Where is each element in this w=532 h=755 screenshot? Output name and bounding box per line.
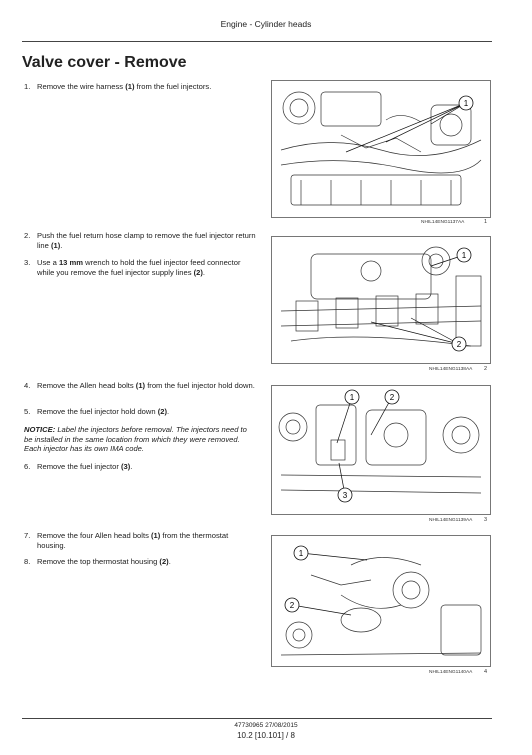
callout-1: 1 xyxy=(349,393,355,402)
callout-1: 1 xyxy=(298,549,304,558)
footer-page-number: 10.2 [10.101] / 8 xyxy=(237,731,295,740)
figure-code: NHIL14ENG1140AA xyxy=(429,670,473,675)
step-text: Use a 13 mm wrench to hold the fuel injector feed connector while you remove the fuel injector supply lines (2). xyxy=(37,258,241,277)
engine-illustration xyxy=(271,236,491,364)
step-8 xyxy=(24,557,256,567)
notice-text: NOTICE: Label the injectors before removal. The injectors need to be installed in the same location from which they were removed. Each injector has its own IMA code. xyxy=(24,425,247,454)
step-number: 1. xyxy=(24,82,31,91)
engine-illustration xyxy=(271,385,491,515)
footer-divider xyxy=(22,718,492,719)
step-text: Push the fuel return hose clamp to remove the fuel injector return line (1). xyxy=(37,231,256,250)
callout-1: 1 xyxy=(461,251,467,260)
step-text: Remove the fuel injector hold down (2). xyxy=(37,407,170,416)
step-text: Remove the wire harness (1) from the fuel injectors. xyxy=(37,82,212,91)
step-2 xyxy=(24,231,256,250)
step-5 xyxy=(24,407,256,417)
figure-2 xyxy=(271,236,491,376)
page-header: Engine - Cylinder heads xyxy=(220,19,312,29)
step-number: 7. xyxy=(24,531,31,540)
step-number: 5. xyxy=(24,407,31,416)
engine-illustration xyxy=(271,80,491,218)
figure-4 xyxy=(271,535,491,678)
figure-code: NHIL14ENG1137AA xyxy=(421,220,465,225)
step-number: 2. xyxy=(24,231,31,240)
callout-2: 2 xyxy=(289,601,295,610)
step-text: Remove the Allen head bolts (1) from the fuel injector hold down. xyxy=(37,381,255,390)
step-6 xyxy=(24,462,256,472)
footer-doc-id: 47730965 27/08/2015 xyxy=(234,722,298,729)
step-text: Remove the fuel injector (3). xyxy=(37,462,133,471)
figure-number: 1 xyxy=(484,219,488,225)
figure-code: NHIL14ENG1138AA xyxy=(429,367,473,372)
figure-3 xyxy=(271,385,491,527)
step-1 xyxy=(24,82,256,92)
callout-2: 2 xyxy=(389,393,395,402)
callout-1: 1 xyxy=(463,99,469,108)
header-divider xyxy=(22,41,492,42)
figure-1 xyxy=(271,80,491,228)
figure-code: NHIL14ENG1139AA xyxy=(429,518,473,523)
step-text: Remove the four Allen head bolts (1) from the thermostat housing. xyxy=(37,531,229,550)
step-number: 4. xyxy=(24,381,31,390)
figure-number: 3 xyxy=(484,517,488,523)
page-title: Valve cover - Remove xyxy=(22,54,187,71)
engine-illustration xyxy=(271,535,491,667)
step-number: 6. xyxy=(24,462,31,471)
step-number: 8. xyxy=(24,557,31,566)
step-number: 3. xyxy=(24,258,31,267)
figure-number: 4 xyxy=(484,669,488,675)
step-7 xyxy=(24,531,256,550)
callout-3: 3 xyxy=(342,491,348,500)
step-3 xyxy=(24,258,256,277)
step-4 xyxy=(24,381,256,391)
figure-number: 2 xyxy=(484,366,488,372)
step-text: Remove the top thermostat housing (2). xyxy=(37,557,171,566)
callout-2: 2 xyxy=(456,340,462,349)
